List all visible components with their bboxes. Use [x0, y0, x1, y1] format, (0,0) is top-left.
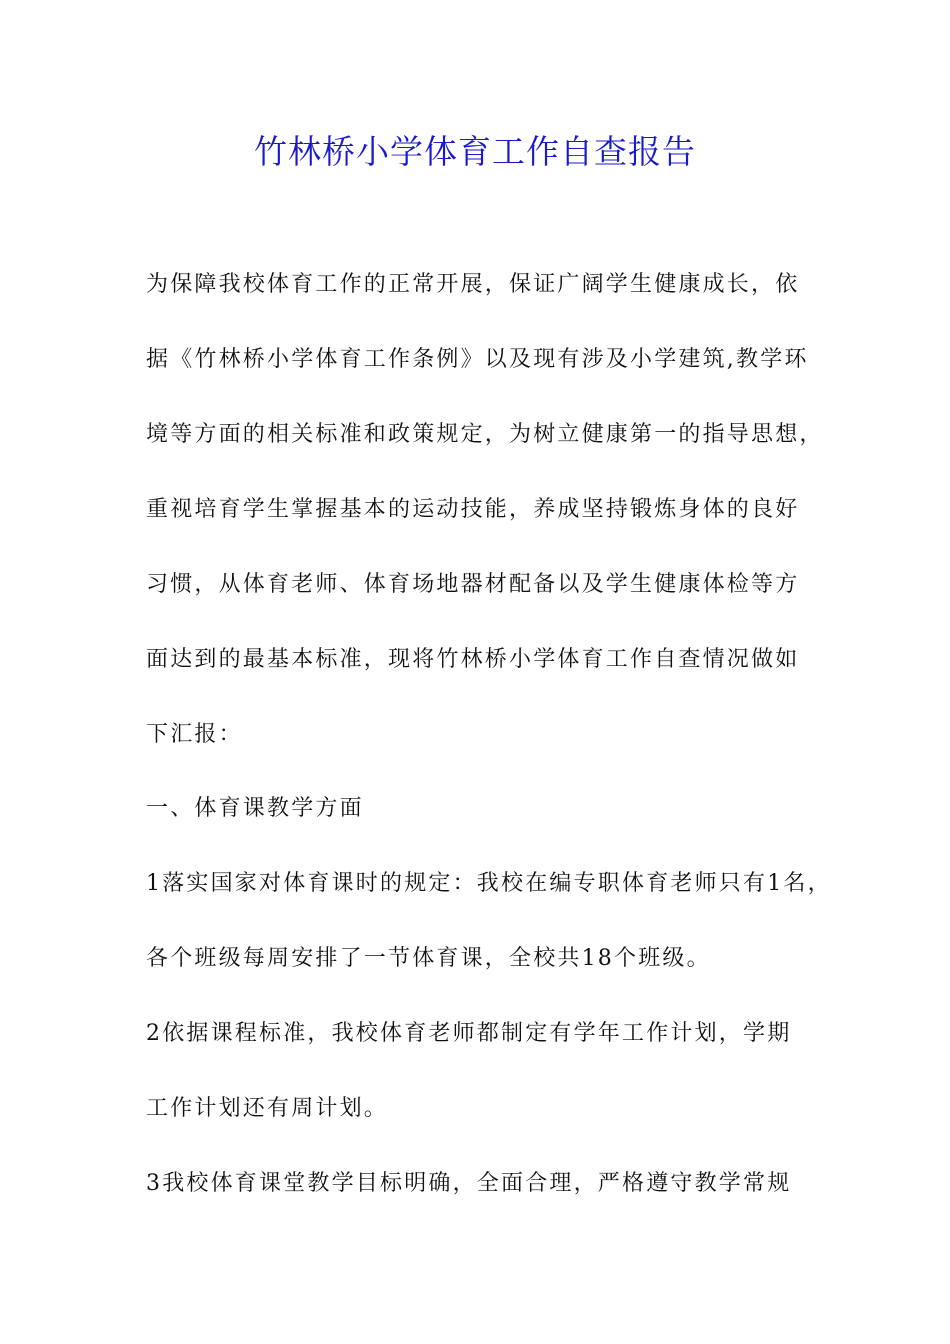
paragraph-line: 重视培育学生掌握基本的运动技能，养成坚持锻炼身体的良好 — [146, 497, 800, 522]
document-title: 竹林桥小学体育工作自查报告 — [254, 132, 696, 171]
paragraph-line: 据《竹林桥小学体育工作条例》以及现有涉及小学建筑,教学环 — [146, 347, 809, 372]
paragraph-line: 3我校体育课堂教学目标明确，全面合理，严格遵守教学常规 — [146, 1171, 792, 1196]
section-heading: 一、体育课教学方面 — [146, 796, 364, 821]
paragraph-line: 工作计划还有周计划。 — [146, 1096, 389, 1121]
paragraph-line: 习惯，从体育老师、体育场地器材配备以及学生健康体检等方 — [146, 572, 800, 597]
paragraph-line: 面达到的最基本标准，现将竹林桥小学体育工作自查情况做如 — [146, 647, 800, 672]
paragraph-line: 2依据课程标准，我校体育老师都制定有学年工作计划，学期 — [146, 1021, 792, 1046]
paragraph-line: 各个班级每周安排了一节体育课，全校共18个班级。 — [146, 946, 711, 971]
paragraph-line: 为保障我校体育工作的正常开展，保证广阔学生健康成长，依 — [146, 272, 800, 297]
paragraph-line: 1落实国家对体育课时的规定：我校在编专职体育老师只有1名， — [146, 871, 832, 896]
paragraph-line: 境等方面的相关标准和政策规定，为树立健康第一的指导思想， — [146, 422, 824, 447]
paragraph-line: 下汇报： — [146, 722, 243, 747]
